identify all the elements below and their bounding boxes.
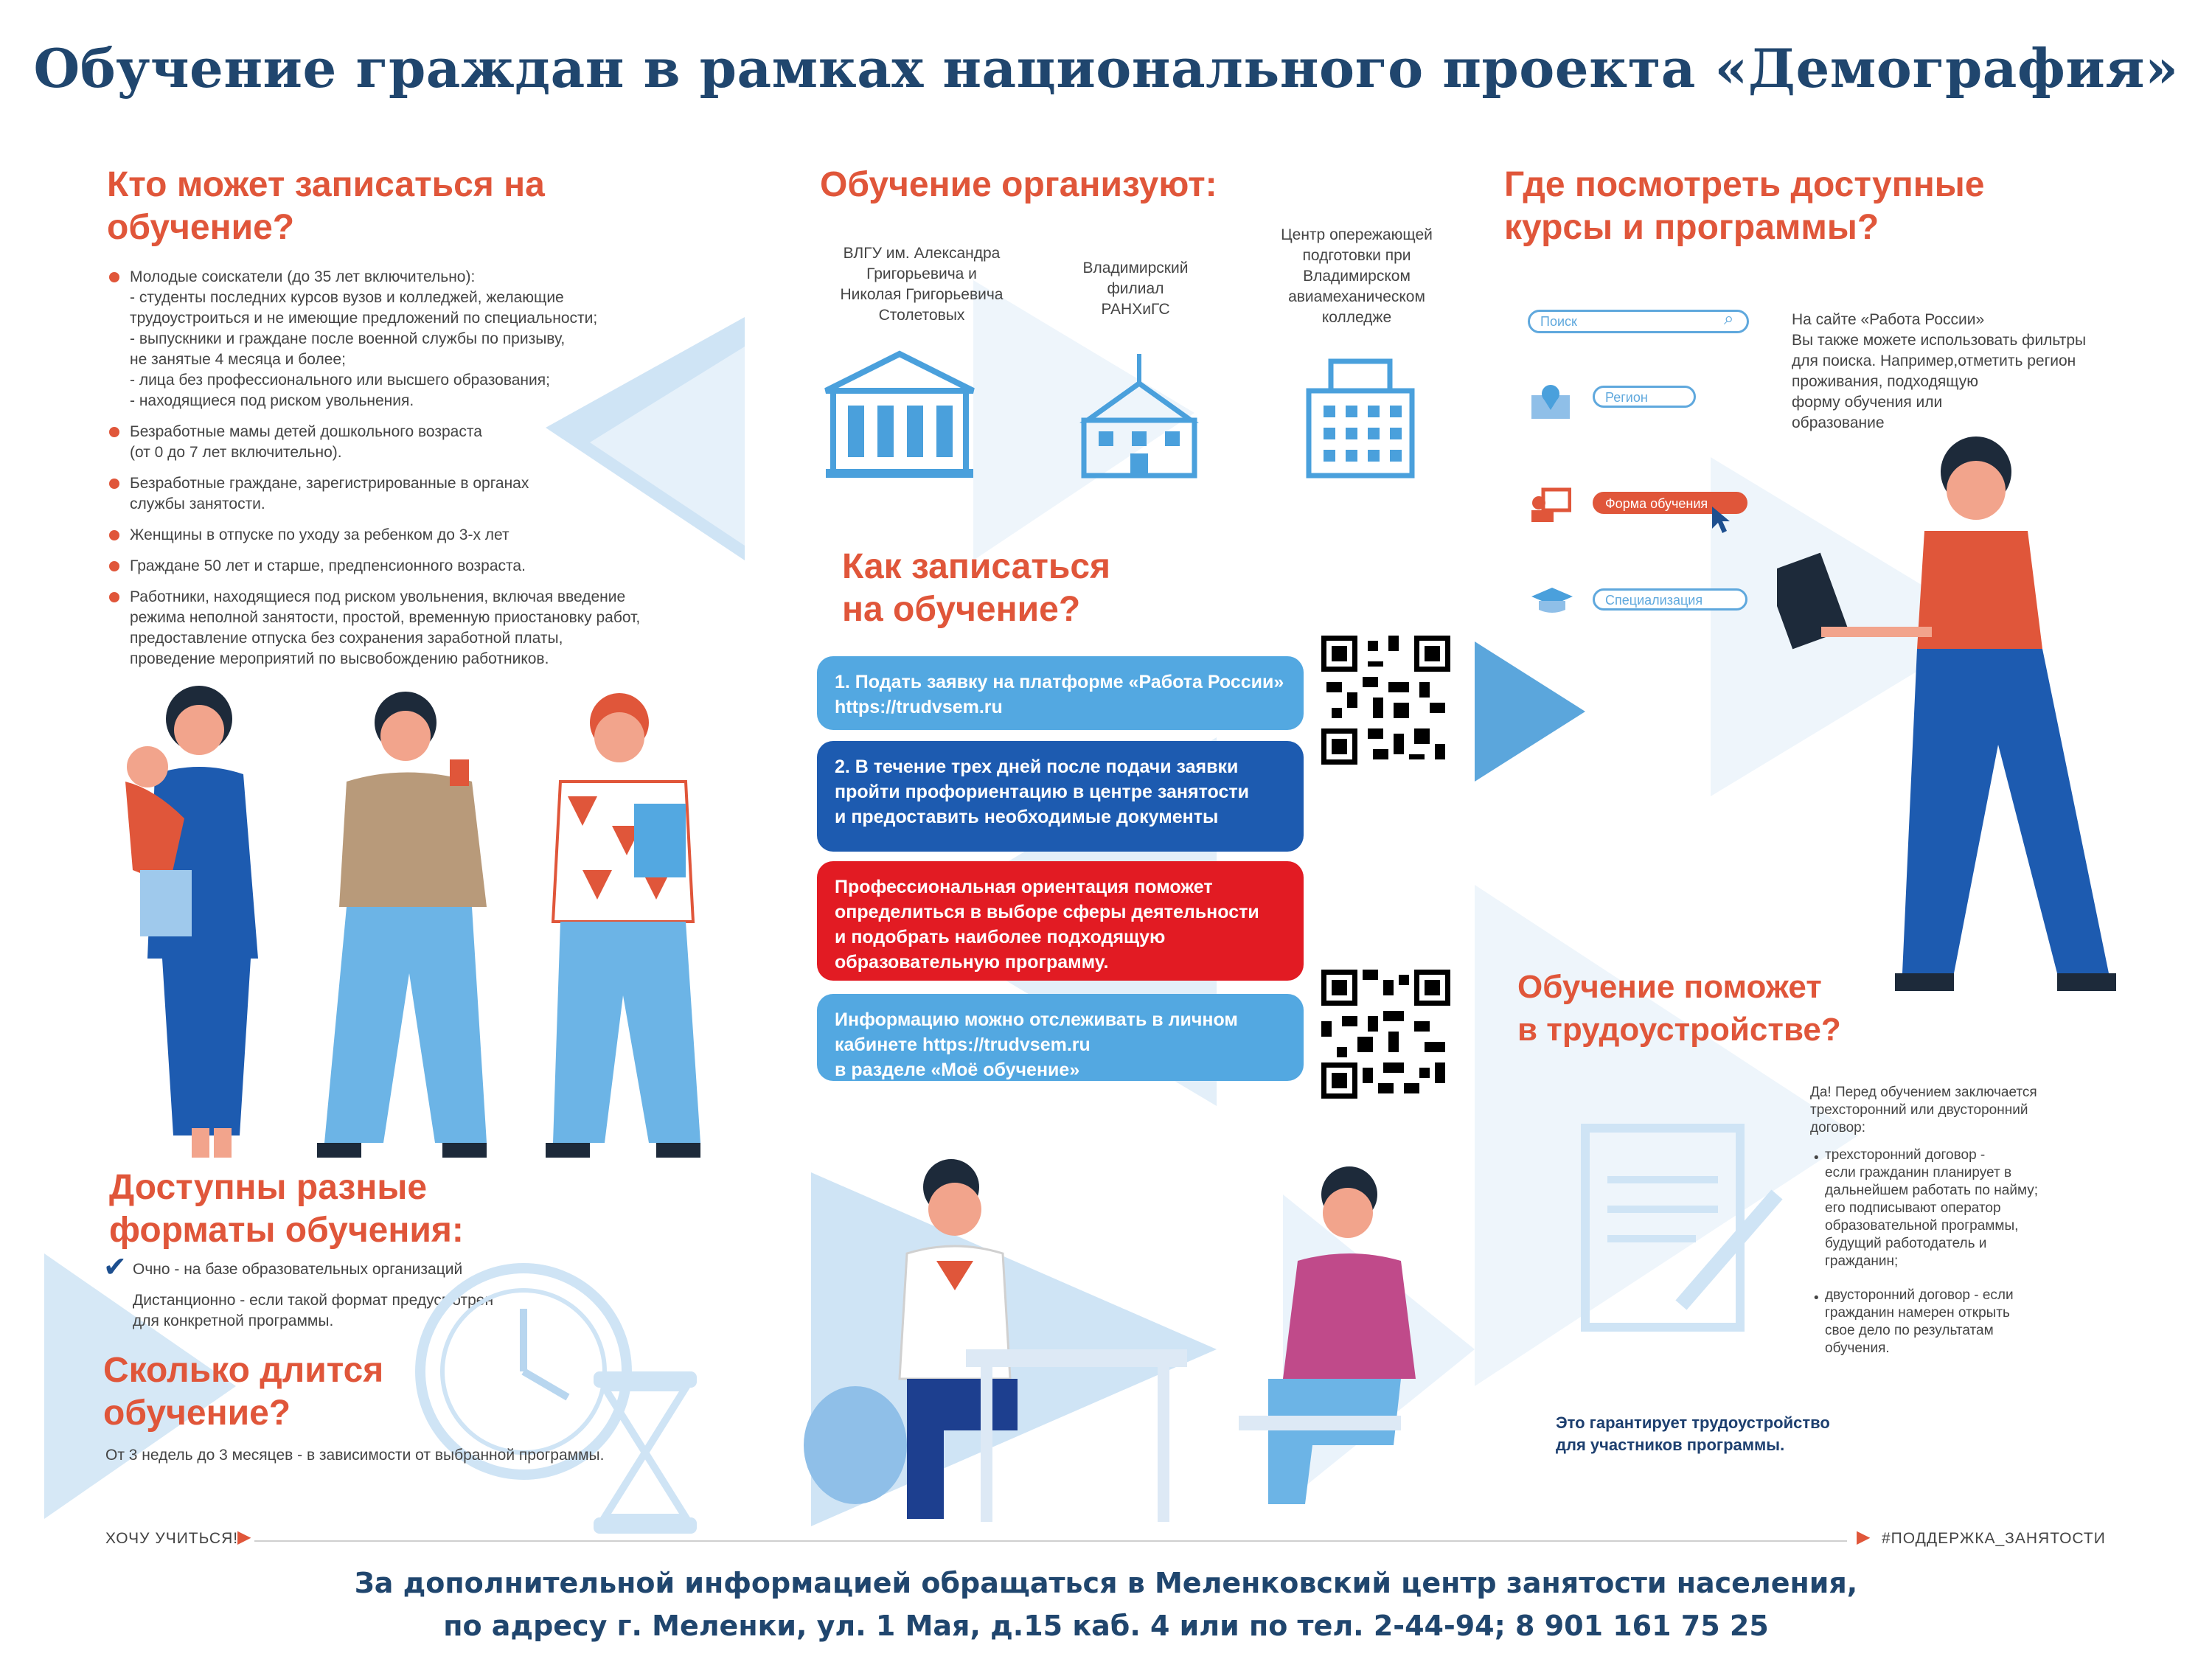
cursor-icon [1711,505,1733,535]
formats-heading: Доступны разные форматы обучения: [109,1168,464,1250]
qr-code-icon[interactable] [1321,970,1450,1099]
list-item: Работники, находящиеся под риском увольнения, включая введение режима неполной занятости, простой, временную приостановку работ, предоставление отпуска без сохранения заработной платы, проведение мероприятий по высвобождению работников. [109,587,714,669]
academy-building-icon [1073,354,1206,479]
footer-left-label: ХОЧУ УЧИТЬСЯ! [105,1530,239,1547]
college-building-icon [1301,354,1419,479]
list-item: Безработные граждане, зарегистрированные в органах службы занятости. [109,473,714,515]
enroll-step-2: 2. В течение трех дней после подачи заявки пройти профориентацию в центре занятости и предоставить необходимые документы [817,741,1304,852]
search-input[interactable]: Поиск [1528,310,1749,333]
employment-item: двусторонний договор - если гражданин намерен открыть свое дело по результатам обучения. [1825,1287,2014,1356]
employment-item: трехсторонний договор - если гражданин планирует в дальнейшем работать по найму; его подписывают оператор образовательной программы, будущий работодатель и гражданин; [1825,1147,2039,1269]
contact-info: За дополнительной информацией обращаться в Меленковский центр занятости населения, по адресу г. Меленки, ул. 1 Мая, д.15 каб. 4 или по тел. 2-44-94; 8 901 161 75 25 [354,1567,1858,1642]
organizer-ranepa: Владимирский филиал РАНХиГС [1082,260,1189,318]
play-arrow-icon: ▶ [1857,1526,1871,1547]
page-title: Обучение граждан в рамках национального проекта «Демография» [33,37,2179,100]
clock-icon [413,1239,723,1534]
employment-guarantee: Это гарантирует трудоустройство для участников программы. [1556,1413,1830,1454]
list-item: Граждане 50 лет и старше, предпенсионного возраста. [109,556,714,577]
format-item: Очно - на базе образовательных организаций [133,1261,463,1278]
courses-heading: Где посмотреть доступные курсы и программы? [1504,165,1985,247]
list-item: Безработные мамы детей дошкольного возраста (от 0 до 7 лет включительно). [109,422,714,463]
consultation-illustration [796,1135,1475,1534]
qr-code-icon[interactable] [1321,636,1450,765]
filter-region-select[interactable]: Регион [1593,386,1696,408]
filter-education-form-select[interactable]: Форма обучения [1593,492,1747,514]
bullet-dot: • [1812,1150,1820,1166]
employment-heading: Обучение поможет в трудоустройстве? [1517,969,1841,1048]
university-building-icon [818,347,981,479]
graduation-cap-icon [1530,586,1574,616]
play-arrow-icon: ▶ [237,1526,251,1547]
footer-right-label: #ПОДДЕРЖКА_ЗАНЯТОСТИ [1882,1530,2106,1547]
enroll-step-1: 1. Подать заявку на платформе «Работа России» https://trudvsem.ru [817,656,1304,730]
contract-document-icon [1578,1121,1799,1342]
enroll-step-3: Профессиональная ориентация поможет определиться в выборе сферы деятельности и подобрать наиболее подходящую образовательную программу. [817,861,1304,981]
organizers-heading: Обучение организуют: [820,165,1217,204]
organizer-vlgu: ВЛГУ им. Александра Григорьевича и Николая Григорьевича Столетовых [840,245,1004,324]
format-item: Дистанционно - если такой формат предусмотрен для конкретной программы. [133,1292,494,1329]
organizer-college: Центр опережающей подготовки при Владимирском авиамеханическом колледже [1281,226,1433,326]
enroll-heading: Как записаться на обучение? [842,547,1111,629]
duration-heading: Сколько длится обучение? [103,1351,384,1433]
who-list [109,267,714,680]
footer-divider [254,1540,1847,1542]
woman-with-laptop-illustration [1777,428,2146,1003]
employment-intro: Да! Перед обучением заключается трехсторонний или двусторонний договор: [1810,1085,2037,1135]
courses-text: На сайте «Работа России» Вы также можете использовать фильтры для поиска. Например,отметить регион проживания, подходящую форму обучения или образование [1792,311,2087,431]
who-heading: Кто может записаться на обучение? [107,165,545,247]
enroll-step-4: Информацию можно отслеживать в личном кабинете https://trudvsem.ru в разделе «Моё обучение» [817,994,1304,1081]
search-icon: ⌕ [1724,308,1734,329]
list-item: Женщины в отпуске по уходу за ребенком до 3-х лет [109,525,714,546]
format-checkmark-icon: ✔ [103,1252,127,1283]
classroom-icon [1530,487,1571,524]
list-item: Молодые соискатели (до 35 лет включительно): - студенты последних курсов вузов и колледжей, желающие трудоустроиться и не имеющие предложений по специальности; - выпускники и граждане после военной службы по призыву, не занятые 4 месяца и более; - лица без профессионального или высшего образования; - находящиеся под риском увольнения. [109,267,714,411]
bullet-dot: • [1812,1290,1820,1306]
filter-specialization-select[interactable]: Специализация [1593,588,1747,611]
people-illustration [103,678,723,1165]
duration-text: От 3 недель до 3 месяцев - в зависимости от выбранной программы. [105,1447,605,1464]
map-pin-icon [1530,383,1571,420]
